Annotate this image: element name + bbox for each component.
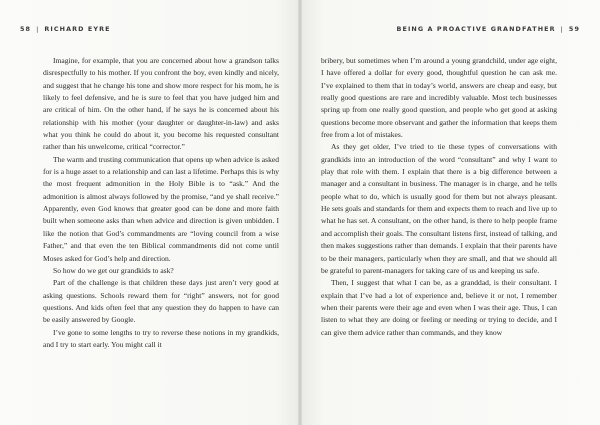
left-paragraph-3: So how do we get our grandkids to ask? <box>53 265 174 275</box>
right-page-text <box>321 55 557 339</box>
left-page-number: 58 <box>20 25 32 33</box>
left-page-text <box>43 55 279 351</box>
left-paragraph-5: I’ve gone to some lengths to try to reverse these notions in my grandkids, and I try to start early. You might call it <box>43 327 279 349</box>
right-page-number: 59 <box>568 25 580 33</box>
left-paragraph-4: Part of the challenge is that children these days just aren’t very good at asking questions. Schools reward them for “right” answers, not for good questions. And kids often feel that any question they do happen to have can be easily answered by Google. <box>43 278 279 325</box>
right-running-head <box>397 25 580 33</box>
right-paragraph-3: Then, I suggest that what I can be, as a granddad, is their consultant. I explain that I’ve had a lot of experience and, believe it or not, I remember when their parents were their age and even when I was their age. Thus, I can listen to what they are doing or feeling or needing or trying to decide, and I can give them advice rather than commands, and they know <box>321 278 557 337</box>
right-paragraph-2: As they get older, I’ve tried to tie these types of conversations with grandkids into an introduction of the word “consultant” and why I want to play that role with them. I explain that there is a big difference between a manager and a consultant in business. The manager is in charge, and he tells people what to do, which is usually good for them but not always pleasant. He sets goals and standards for them and expects them to reach and live up to what he has set. A consultant, on the other hand, is there to help people frame and accomplish their goals. The consultant listens first, instead of talking, and then makes suggestions rather than demands. I explain that their parents have to be their managers, particularly when they are small, and that we should all be grateful to parent-managers for taking care of us and keeping us safe. <box>321 142 557 275</box>
right-page <box>300 0 600 425</box>
book-gutter <box>298 0 302 425</box>
left-running-head <box>20 25 111 33</box>
left-author-name: RICHARD EYRE <box>44 25 111 33</box>
left-paragraph-1: Imagine, for example, that you are concerned about how a grandson talks disrespectfully to his mother. If you confront the boy, even kindly and nicely, and suggest that he change his tone and show more respect for his mom, he is likely to feel defensive, and he is sure to feel that you have judged him and are critical of him. On the other hand, if he says he is concerned about his relationship with his mother (your daughter or daughter-in-law) and asks what you think he could do about it, you become his requested consultant rather than his unwelcome, critical “corrector.” <box>43 56 279 152</box>
right-head-separator: | <box>560 25 564 33</box>
left-head-separator: | <box>36 25 40 33</box>
left-paragraph-2: The warm and trusting communication that opens up when advice is asked for is a huge asset to a relationship and can last a lifetime. Perhaps this is why the most frequent admonition in the Holy Bible is to “ask.” And the admonition is almost always followed by the promise, “and ye shall receive.” Apparently, even God knows that greater good can be done and more faith built when someone asks than when advice and direction is given unbidden. I like the notion that God’s commandments are “loving council from a wise Father,” and that even the ten Biblical commandments did not come until Moses asked for God’s help and direction. <box>43 154 279 263</box>
right-paragraph-1: bribery, but sometimes when I’m around a young grandchild, under age eight, I have offered a dollar for every good, thoughtful question he can ask me. I’ve explained to them that in today’s world, answers are cheap and easy, but really good questions are rare and incredibly valuable. Most tech businesses spring up from one really good question, and people who get good at asking questions become more observant and gather the information that keeps them free from a lot of mistakes. <box>321 56 557 140</box>
right-chapter-title: BEING A PROACTIVE GRANDFATHER <box>396 25 556 33</box>
